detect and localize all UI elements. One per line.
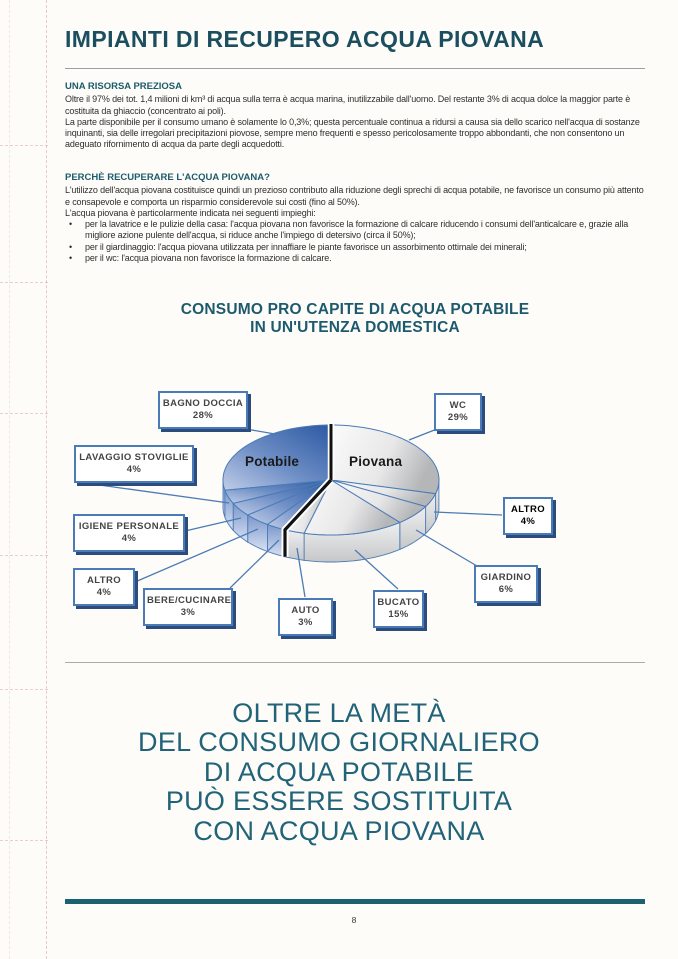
bullet-dot: • [69,241,73,252]
bullet-text: per la lavatrice e le pulizie della casa: l'acqua piovana non favorisce la formazione di calcare riducendo i consumi dell'anticalcare e, grazie alla migliore azione pulente dell'acqua, si riduce anche l'impiego di detersivo (circa il 50%); [85,219,629,241]
page-number: 8 [351,915,357,925]
crop-mark-horizontal [0,282,48,283]
bullet-dot: • [69,219,73,230]
chart-callout-auto [278,598,333,636]
statement-line: DI ACQUA POTABILE [203,756,475,787]
bullet-item [65,242,647,253]
statement-text [49,699,629,846]
crop-mark-horizontal [0,689,48,690]
crop-mark-vertical [46,0,47,959]
crop-mark-horizontal [0,555,48,556]
chart-callout-bere-cucinare [143,588,233,626]
chart-callout-lavaggio-stoviglie [74,445,194,483]
paragraph: L'utilizzo dell'acqua piovana costituisce quindi un prezioso contributo alla riduzione degli sprechi di acqua potabile, ne favorisce un consumo più attento e consapevole e comporta un risparmio considerevole sui costi (fino al 50%). [65,185,644,207]
paragraph: La parte disponibile per il consumo umano è solamente lo 0,3%; questa percentuale continua a ridursi a causa sia dello scarico nell'acqua di sostanze inquinanti, sia delle irregolari precipitazioni piovose, sempre meno frequenti e spesso pericolosamente troppo abbondanti, che non consentono un adeguato rifornimento di acqua da parte degli acquedotti. [65,116,640,150]
callout-label: WC [449,400,467,411]
crop-mark-horizontal [0,413,48,414]
statement-line: OLTRE LA METÀ [232,698,446,728]
chart-callout-wc [434,393,482,431]
callout-label: GIARDINO [480,572,532,583]
chart-title-line-2: IN UN'UTENZA DOMESTICA [250,318,460,336]
callout-label: LAVAGGIO STOVIGLIE [79,452,189,463]
callout-value: 4% [121,533,137,544]
title-divider [65,68,645,69]
callout-value: 4% [126,464,142,475]
section-heading: PERCHÈ RECUPERARE L'ACQUA PIOVANA? [65,172,270,183]
section-una-risorsa-preziosa [65,81,647,151]
statement-line: CON ACQUA PIOVANA [193,815,485,846]
statement-line: DEL CONSUMO GIORNALIERO [138,727,540,758]
chart-callout-igiene-personale [73,514,185,552]
chart-callout-altro [73,568,135,606]
chart-title [65,301,645,336]
page-title: IMPIANTI DI RECUPERO ACQUA PIOVANA [65,26,545,52]
crop-mark-vertical-outer [9,0,10,959]
pie-group-label-piovana: Piovana [349,454,403,469]
footer-bar [65,899,645,904]
callout-value: 4% [520,516,536,527]
pie-group-label-potabile: Potabile [245,454,300,469]
callout-value: 29% [447,412,469,423]
callout-value: 6% [498,584,514,595]
callout-value: 4% [96,587,112,598]
bullet-item [65,219,647,242]
callout-label: ALTRO [510,504,545,515]
crop-mark-horizontal [0,145,48,146]
callout-value: 15% [388,609,409,620]
callout-label: AUTO [291,605,320,616]
callout-value: 3% [180,607,196,618]
chart-callout-bucato [373,590,424,628]
callout-value: 3% [298,617,313,628]
callout-label: IGIENE PERSONALE [78,521,180,532]
bullet-text: per il wc: l'acqua piovana non favorisce la formazione di calcare. [85,253,332,264]
chart-callout-giardino [474,565,538,603]
callout-label: BERE/CUCINARE [147,595,232,606]
chart-title-line-1: CONSUMO PRO CAPITE DI ACQUA POTABILE [180,301,530,318]
paragraph: L'acqua piovana è particolarmente indicata nei seguenti impieghi: [65,207,316,218]
bullet-item [65,253,647,264]
paragraph: Oltre il 97% dei tot. 1,4 milioni di km³ di acqua sulla terra è acqua marina, inutilizzabile dall'uomo. Del restante 3% di acqua dolce la maggior parte è costituita da ghiaccio (concentrato ai poli). [65,94,631,116]
chart-callout-altro [503,497,553,535]
bullet-text: per il giardinaggio: l'acqua piovana utilizzata per innaffiare le piante favorisce un assorbimento ottimale dei minerali; [85,241,527,252]
callout-label: BAGNO DOCCIA [162,398,244,409]
callout-value: 28% [192,410,214,421]
section-heading: UNA RISORSA PREZIOSA [65,81,183,92]
section-perche-recuperare [65,172,647,264]
pie-chart-figure [60,383,640,661]
callout-label: ALTRO [86,575,121,586]
statement-line: PUÒ ESSERE SOSTITUITA [165,786,513,817]
chart-bottom-divider [65,662,645,663]
bullet-dot: • [69,253,73,264]
callout-label: BUCATO [377,597,420,608]
crop-mark-horizontal [0,840,48,841]
chart-callout-bagno-doccia [158,391,248,429]
